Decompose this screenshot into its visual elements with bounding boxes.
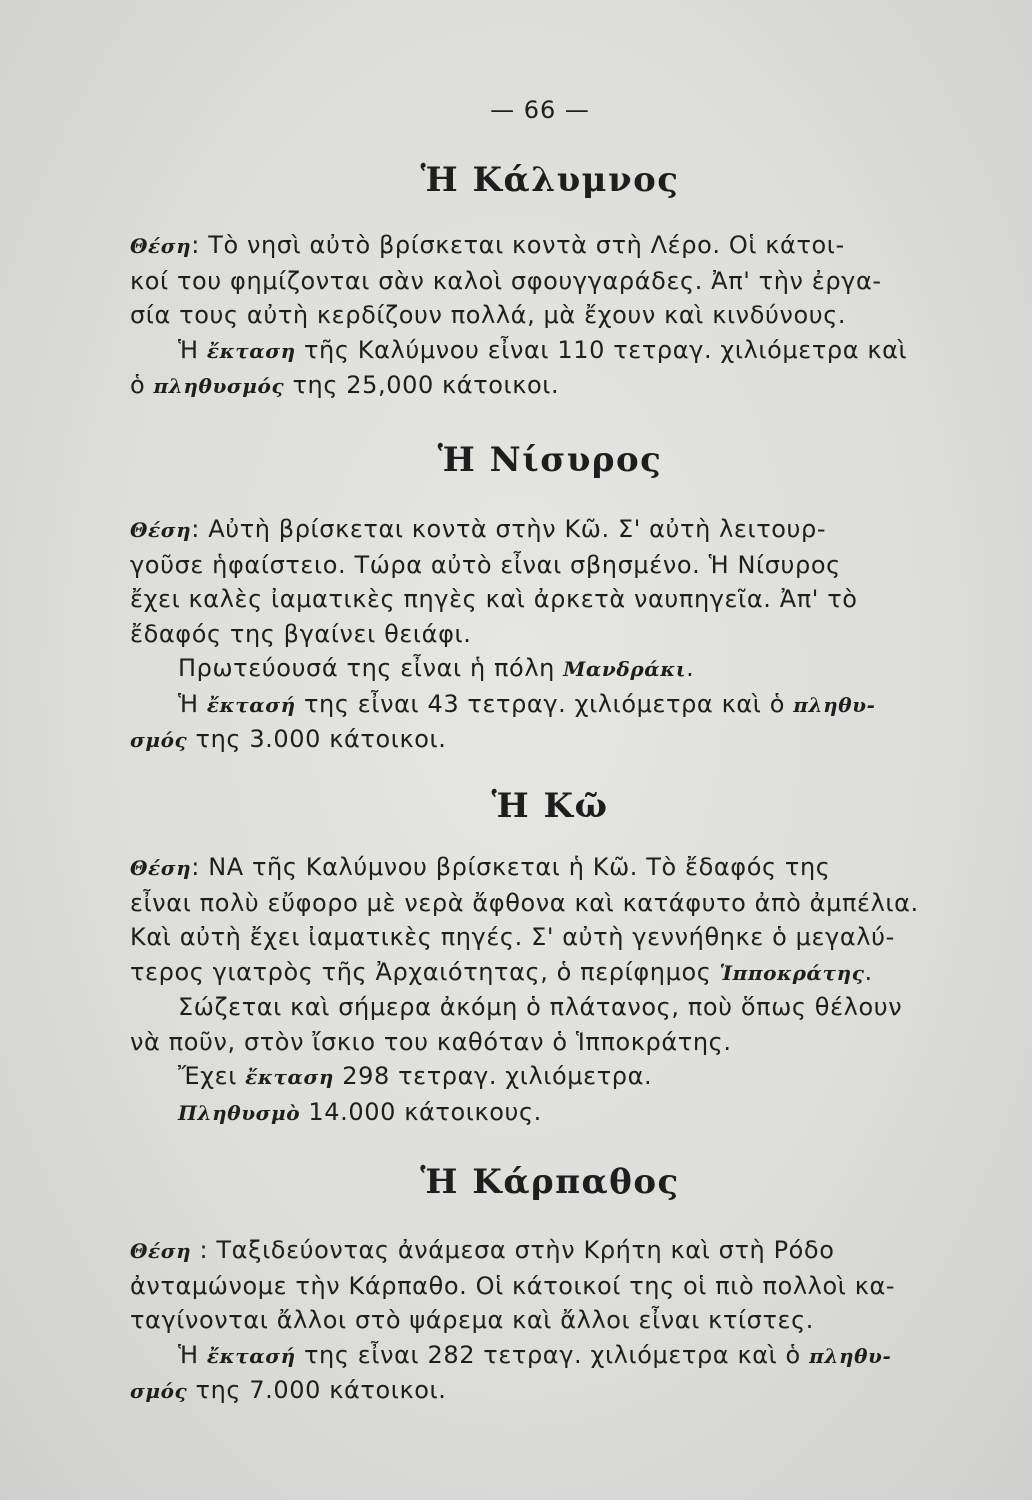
- text-line: σμός της 3.000 κάτοικοι.: [130, 725, 447, 753]
- text-line: εἶναι πολὺ εὔφορο μὲ νερὰ ἄφθονα καὶ κατάφυτο ἀπὸ ἀμπέλια.: [130, 888, 919, 917]
- text-line: Θέση : Ταξιδεύοντας ἀνάμεσα στὴν Κρήτη καὶ στὴ Ρόδο: [130, 1236, 835, 1264]
- text-line: Πληθυσμὸ 14.000 κάτοικους.: [178, 1097, 542, 1126]
- text-line: Θέση: Αὐτὴ βρίσκεται κοντὰ στὴν Κῶ. Σ' αὐτὴ λειτουρ-: [130, 515, 827, 543]
- text-line: Θέση: Τὸ νησὶ αὐτὸ βρίσκεται κοντὰ στὴ Λέρο. Οἱ κάτοι-: [130, 231, 845, 259]
- text-line: γοῦσε ἡφαίστειο. Τώρα αὐτὸ εἶναι σβησμένο. Ἡ Νίσυρος: [130, 550, 841, 579]
- text-line: Σώζεται καὶ σήμερα ἀκόμη ὁ πλάτανος, ποὺ ὅπως θέλουν: [178, 993, 903, 1021]
- heading-kalymnos: Ἡ Κάλυμνος: [420, 160, 680, 200]
- text-line: τερος γιατρὸς τῆς Ἀρχαιότητας, ὁ περίφημος Ἱπποκράτης.: [130, 957, 873, 986]
- text-line: Θέση: ΝΑ τῆς Καλύμνου βρίσκεται ἡ Κῶ. Τὸ ἔδαφός της: [130, 853, 831, 881]
- text-line: Ἡ ἔκταση τῆς Καλύμνου εἶναι 110 τετραγ. χιλιόμετρα καὶ: [178, 335, 908, 364]
- text-line: κοί του φημίζονται σὰν καλοὶ σφουγγαράδες. Ἀπ' τὴν ἐργα-: [130, 266, 882, 295]
- text-line: σία τους αὐτὴ κερδίζουν πολλά, μὰ ἔχουν καὶ κινδύνους.: [130, 301, 847, 329]
- text-line: ἔδαφός της βγαίνει θειάφι.: [130, 619, 472, 648]
- text-line: ἀνταμώνομε τὴν Κάρπαθο. Οἱ κάτοικοί της οἱ πιὸ πολλοὶ κα-: [130, 1271, 896, 1300]
- heading-nisyros: Ἡ Νίσυρος: [437, 440, 663, 480]
- section-nisyros-text: [130, 512, 965, 758]
- text-line: Πρωτεύουσά της εἶναι ἡ πόλη Μανδράκι.: [178, 654, 695, 682]
- text-line: νὰ ποῦν, στὸν ἴσκιο του καθόταν ὁ Ἱπποκράτης.: [130, 1027, 732, 1056]
- section-karpathos-text: [130, 1233, 965, 1409]
- heading-karpathos: Ἡ Κάρπαθος: [420, 1162, 680, 1202]
- text-line: ἔχει καλὲς ἰαματικὲς πηγὲς καὶ ἀρκετὰ ναυπηγεῖα. Ἀπ' τὸ: [130, 585, 858, 613]
- section-kalymnos-text: [130, 228, 965, 404]
- text-line: σμός της 7.000 κάτοικοι.: [130, 1376, 447, 1404]
- text-line: Ἔχει ἔκταση 298 τετραγ. χιλιόμετρα.: [178, 1062, 653, 1090]
- text-line: Ἡ ἔκτασή της εἶναι 43 τετραγ. χιλιόμετρα καὶ ὁ πληθυ-: [178, 689, 876, 718]
- text-line: ταγίνονται ἄλλοι στὸ ψάρεμα καὶ ἄλλοι εἶναι κτίστες.: [130, 1306, 815, 1334]
- page-number: — 66 —: [490, 96, 590, 124]
- heading-kos: Ἡ Κῶ: [491, 786, 609, 826]
- text-line: Καὶ αὐτὴ ἔχει ἰαματικὲς πηγές. Σ' αὐτὴ γεννήθηκε ὁ μεγαλύ-: [130, 923, 895, 951]
- section-kos-text: [130, 850, 965, 1130]
- text-line: ὁ πληθυσμός της 25,000 κάτοικοι.: [130, 371, 560, 399]
- text-line: Ἡ ἔκτασή της εἶναι 282 τετραγ. χιλιόμετρα καὶ ὁ πληθυ-: [178, 1340, 892, 1369]
